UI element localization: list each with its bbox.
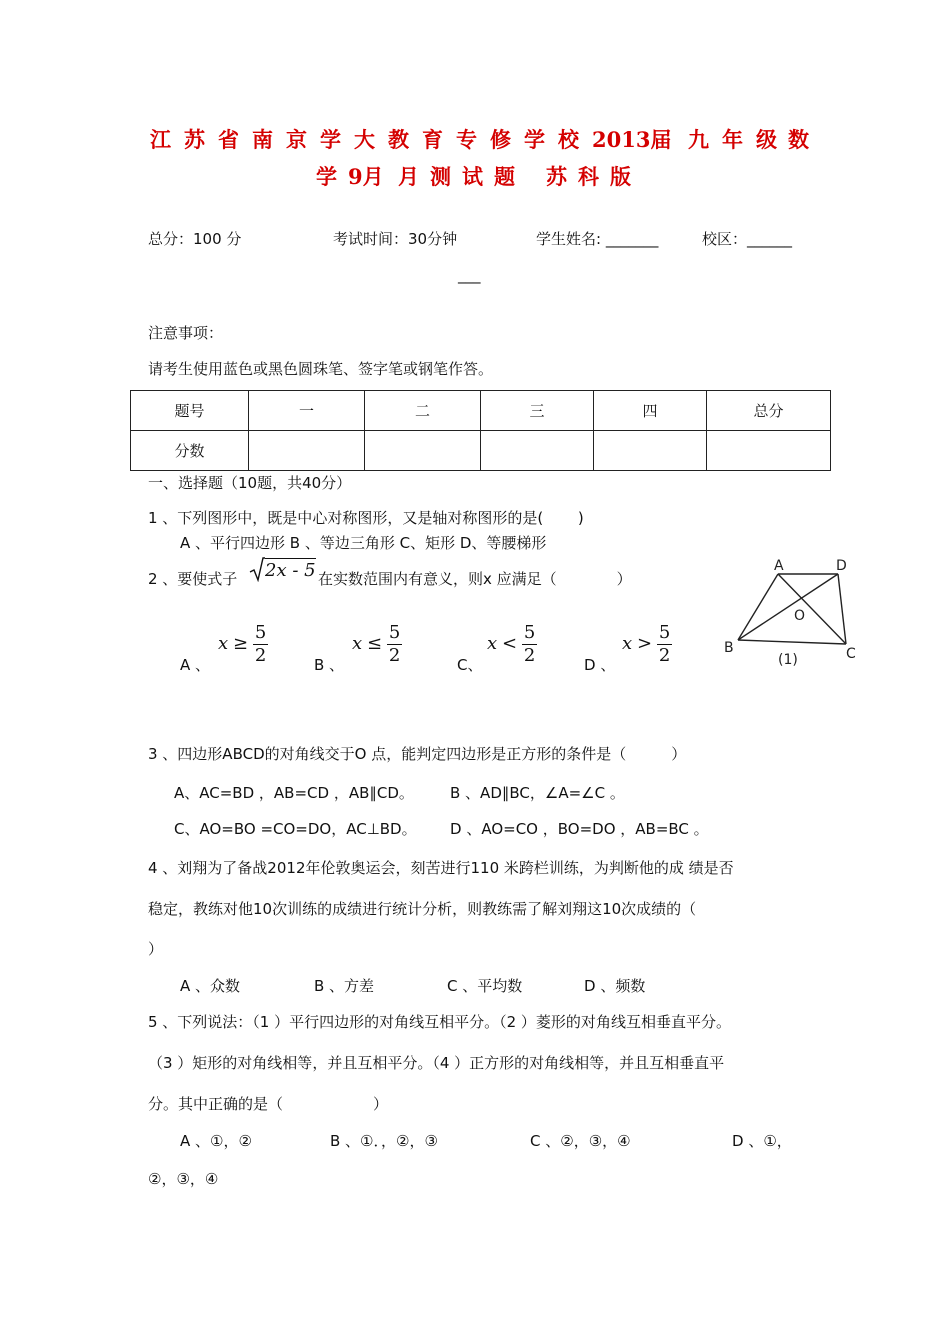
exam-time: 考试时间：30分钟	[333, 230, 458, 248]
title-char: 9月	[348, 164, 384, 189]
q2-prefix: 2 、要使式子	[148, 570, 238, 588]
label-a: A	[774, 558, 784, 574]
label-o: O	[794, 608, 806, 624]
title-char: 学	[524, 127, 550, 152]
label-b: B	[724, 640, 734, 656]
q3-option-d: D 、AO=CO ，BO=DO ，AB=BC 。	[450, 820, 709, 838]
title-char: 年	[722, 127, 748, 152]
q2-option-label: B 、	[314, 656, 345, 674]
numerator: 5	[658, 622, 671, 643]
title-char: 修	[490, 127, 516, 152]
numerator: 5	[523, 622, 536, 643]
q5-line-2: （3 ）矩形的对角线相等，并且互相平分。（4 ）正方形的对角线相等，并且互相垂直平	[148, 1054, 725, 1072]
q3-option-c: C、AO=BO =CO=DO，AC⊥BD。	[174, 820, 417, 838]
fraction	[522, 622, 537, 667]
student-name-field: 学生姓名: _______	[536, 230, 659, 248]
title-char: 月	[398, 164, 424, 189]
denominator: 2	[254, 645, 267, 666]
table-row	[131, 431, 831, 471]
fraction	[253, 622, 268, 667]
title-char: 测	[430, 164, 456, 189]
denominator: 2	[658, 645, 671, 666]
edge-dc	[838, 574, 846, 644]
diagonal-ac	[778, 574, 846, 644]
title-char: 试	[462, 164, 488, 189]
q3-option-a: A、AC=BD ，AB=CD ，AB∥CD。	[174, 784, 414, 802]
table-cell: 题号	[131, 391, 249, 431]
edge-cb	[738, 640, 846, 644]
q5-option-c: C 、②，③，④	[530, 1132, 631, 1150]
title-char: 数	[788, 127, 814, 152]
denominator: 2	[523, 645, 536, 666]
q2-option-label: A 、	[180, 656, 211, 674]
q4-option-c: C 、平均数	[447, 977, 523, 995]
q2-option-c	[487, 622, 537, 667]
score-table	[130, 390, 831, 471]
q2-option-a	[218, 622, 268, 667]
title-char: 学	[320, 127, 346, 152]
title-char: 省	[218, 127, 244, 152]
title-char: 2013届	[592, 127, 672, 152]
title-line-1	[150, 124, 814, 152]
table-cell: 四	[594, 391, 707, 431]
q4-option-d: D 、频数	[584, 977, 646, 995]
q1-stem: 1 、下列图形中，既是中心对称图形，又是轴对称图形的是( )	[148, 509, 584, 527]
title-char: 苏	[184, 127, 210, 152]
label-c: C	[846, 646, 856, 662]
q5-line-3: 分。其中正确的是（ ）	[148, 1095, 389, 1113]
numerator: 5	[388, 622, 401, 643]
edge-ba	[738, 574, 778, 640]
q2-option-d	[622, 622, 672, 667]
q4-line-2: 稳定，教练对他10次训练的成绩进行统计分析，则教练需了解刘翔这10次成绩的（	[148, 900, 697, 918]
quadrilateral-figure	[718, 552, 868, 674]
q5-option-d: D 、①，	[732, 1132, 792, 1150]
q5-option-b: B 、①．，②，③	[330, 1132, 438, 1150]
table-cell: 一	[249, 391, 365, 431]
ineq-op: ≤	[366, 633, 383, 654]
q5-option-d-cont: ②，③，④	[148, 1170, 219, 1188]
title-char: 校	[558, 127, 584, 152]
score-input-cell[interactable]	[481, 431, 594, 471]
table-cell: 分数	[131, 431, 249, 471]
q3-option-b: B 、AD∥BC，∠A=∠C 。	[450, 784, 625, 802]
title-char: 苏	[546, 164, 572, 189]
q4-option-b: B 、方差	[314, 977, 375, 995]
title-char: 科	[578, 164, 604, 189]
title-char: 育	[422, 127, 448, 152]
q2-option-label: D 、	[584, 656, 616, 674]
sqrt-sign-icon	[249, 556, 265, 582]
var-x: x	[352, 633, 363, 654]
title-char: 大	[354, 127, 380, 152]
q2-option-b	[352, 622, 402, 667]
q5-option-a: A 、①，②	[180, 1132, 252, 1150]
q4-option-a: A 、众数	[180, 977, 241, 995]
title-char: 题	[494, 164, 520, 189]
fraction	[657, 622, 672, 667]
title-char: 江	[150, 127, 176, 152]
q5-line-1: 5 、下列说法：（1 ）平行四边形的对角线互相平分。（2 ）菱形的对角线互相垂直平分。	[148, 1013, 731, 1031]
table-row	[131, 391, 831, 431]
label-d: D	[836, 558, 847, 574]
title-char: 九	[688, 127, 714, 152]
title-char: 级	[756, 127, 782, 152]
score-input-cell[interactable]	[249, 431, 365, 471]
var-x: x	[218, 633, 229, 654]
denominator: 2	[388, 645, 401, 666]
campus-field-cont: ___	[458, 266, 481, 284]
title-char: 学	[316, 164, 342, 189]
figure-caption: (1)	[778, 652, 798, 668]
section-heading: 一、选择题（10题，共40分）	[148, 474, 352, 492]
q3-stem: 3 、四边形ABCD的对角线交于O 点，能判定四边形是正方形的条件是（ ）	[148, 745, 687, 763]
numerator: 5	[254, 622, 267, 643]
table-cell: 总分	[707, 391, 831, 431]
var-x: x	[487, 633, 498, 654]
title-line-2	[150, 161, 800, 189]
ineq-op: >	[636, 633, 653, 654]
q4-line-1: 4 、刘翔为了备战2012年伦敦奥运会，刻苦进行110 米跨栏训练，为判断他的成 绩是否	[148, 859, 734, 877]
title-char: 专	[456, 127, 482, 152]
notes-heading: 注意事项：	[148, 324, 224, 342]
score-input-cell[interactable]	[707, 431, 831, 471]
q4-line-3: ）	[148, 940, 164, 958]
table-cell: 三	[481, 391, 594, 431]
title-char: 南	[252, 127, 278, 152]
title-char: 教	[388, 127, 414, 152]
notes-text: 请考生使用蓝色或黑色圆珠笔、签字笔或钢笔作答。	[148, 360, 494, 378]
q2-option-label: C、	[457, 656, 483, 674]
var-x: x	[622, 633, 633, 654]
ineq-op: ≥	[232, 633, 249, 654]
fraction	[387, 622, 402, 667]
title-char: 京	[286, 127, 312, 152]
q1-options: A 、平行四边形 B 、等边三角形 C、矩形 D、等腰梯形	[180, 534, 547, 552]
q2-suffix: 在实数范围内有意义，则x 应满足（ ）	[318, 570, 632, 588]
total-score: 总分：100 分	[148, 230, 242, 248]
score-input-cell[interactable]	[594, 431, 707, 471]
q2-radicand: 2x - 5	[265, 560, 316, 581]
ineq-op: <	[501, 633, 518, 654]
score-input-cell[interactable]	[365, 431, 481, 471]
table-cell: 二	[365, 391, 481, 431]
title-char: 版	[610, 164, 636, 189]
campus-field: 校区：______	[702, 230, 793, 248]
